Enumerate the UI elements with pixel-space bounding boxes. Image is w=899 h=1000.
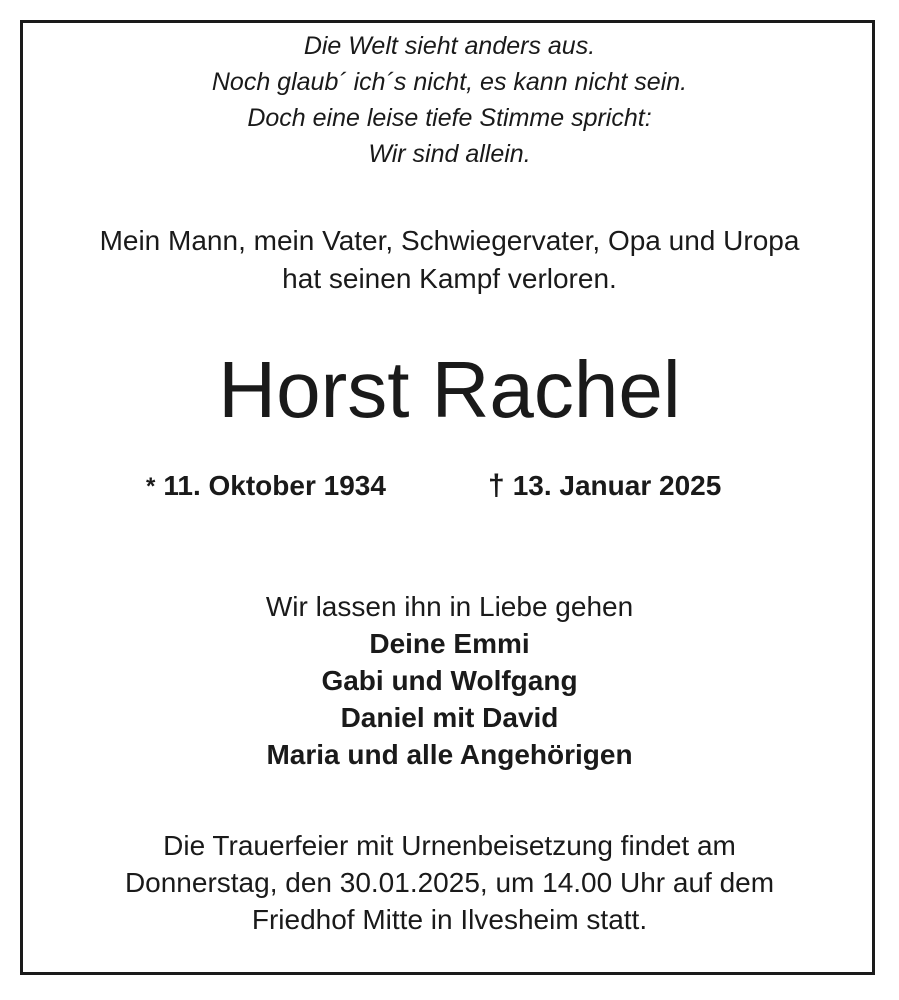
poem-line: Wir sind allein. [368, 140, 531, 168]
death-cross-icon: † [488, 469, 505, 502]
intro-line: Mein Mann, mein Vater, Schwiegervater, Opa und Uropa [99, 225, 800, 256]
family-intro: Wir lassen ihn in Liebe gehen [265, 591, 634, 622]
deceased-name: Horst Rachel [218, 345, 681, 434]
poem [0, 28, 899, 172]
life-dates [0, 466, 899, 506]
funeral-service-info [0, 827, 899, 938]
family-name: Gabi und Wolfgang [321, 665, 578, 696]
birth-date-group [146, 466, 386, 508]
family-name: Daniel mit David [340, 702, 559, 733]
family-signature [0, 588, 899, 773]
birth-star-icon: * [146, 473, 156, 500]
intro-text [0, 222, 899, 298]
family-name: Maria und alle Angehörigen [266, 739, 633, 770]
birth-date: 11. Oktober 1934 [163, 470, 386, 501]
poem-line: Noch glaub´ ich´s nicht, es kann nicht sein. [211, 68, 688, 96]
poem-line: Die Welt sieht anders aus. [303, 32, 596, 60]
death-date: 13. Januar 2025 [512, 470, 722, 501]
intro-line: hat seinen Kampf verloren. [282, 263, 617, 294]
service-line: Die Trauerfeier mit Urnenbeisetzung findet am [163, 830, 736, 861]
death-date-group [488, 466, 721, 506]
service-line: Donnerstag, den 30.01.2025, um 14.00 Uhr auf dem [124, 867, 775, 898]
service-line: Friedhof Mitte in Ilvesheim statt. [251, 904, 648, 935]
family-name: Deine Emmi [369, 628, 530, 659]
poem-line: Doch eine leise tiefe Stimme spricht: [247, 104, 652, 132]
